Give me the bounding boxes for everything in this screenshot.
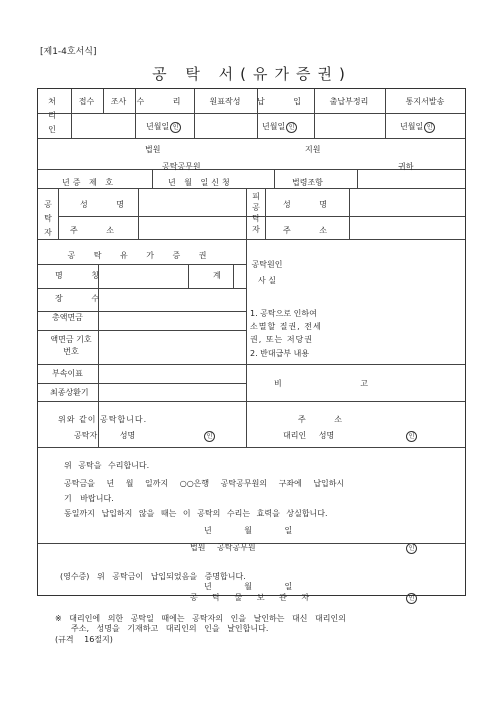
accept-officer-seal xyxy=(405,543,417,554)
receipt-custodian: 공 탁 물 보 관 자 xyxy=(190,593,316,602)
securities-total-label: 계 xyxy=(213,271,221,280)
application-year: 년증 제 호 xyxy=(62,178,116,187)
footnote-line-1: ※ 대리인에 의한 공탁일 때에는 공탁자의 인을 날인하는 대신 대리인의 xyxy=(55,614,346,623)
application-law: 법령조항 xyxy=(292,178,323,187)
agent-sign-label: 대리인 성명 xyxy=(283,431,335,440)
securities-face-sign-label: 액면금 기호번호 xyxy=(50,335,92,356)
officer-label: 공탁공무원 xyxy=(162,162,201,171)
cause-note-1: 1. 공탁으로 인하여 xyxy=(250,309,317,318)
receipt-date: 년 월 일 xyxy=(204,582,293,591)
process-col-ledger: 출납부정리 xyxy=(329,97,369,106)
depositor-address-label: 주 소 xyxy=(70,226,127,235)
process-col-record: 원표작성 xyxy=(209,97,241,106)
accept-line-1: 위 공탁을 수리합니다. xyxy=(64,461,150,470)
declare-address-label: 주 소 xyxy=(298,415,355,424)
seal-icon: 인 xyxy=(204,431,215,442)
depositor-sign-label: 공탁자 성명 xyxy=(74,431,136,440)
depositee-name-label: 성 명 xyxy=(283,200,340,209)
accept-line-2: 공탁금을 년 월 일까지 ○○은행 공탁공무원의 구좌에 납입하시 xyxy=(64,479,345,488)
declare-text: 위와 같이 공탁합니다. xyxy=(58,415,148,424)
securities-coupon-label: 부속이표 xyxy=(52,369,83,378)
seal-icon: 인 xyxy=(170,122,181,133)
securities-qty-label: 장 수 xyxy=(55,294,112,303)
process-col-receive: 접수 xyxy=(78,97,95,106)
paper-size-note: (규격 16절지) xyxy=(55,635,113,644)
depositor-name-label: 성 명 xyxy=(80,200,137,209)
seal-icon: 인 xyxy=(406,593,417,604)
process-col-review: 조사 xyxy=(110,97,127,106)
cause-label: 공탁원인 사 실 xyxy=(251,260,283,285)
honorific-label: 귀하 xyxy=(398,162,414,171)
form-number: [제1-4호서식] xyxy=(40,47,97,57)
seal-icon: 인 xyxy=(424,122,435,133)
securities-face-total-label: 총액면금 xyxy=(52,313,83,322)
payment-date-seal: 년월일 인 xyxy=(262,122,297,133)
depositor-label: 공탁자 xyxy=(44,200,52,237)
remarks-label: 비 고 xyxy=(274,379,406,388)
agent-seal xyxy=(405,431,417,442)
depositor-seal xyxy=(203,431,215,442)
form-title: 공 탁 서(유가증권) xyxy=(152,65,352,83)
application-date: 년 월 일신청 xyxy=(168,178,233,187)
accept-date-seal: 년월일 인 xyxy=(146,122,181,133)
accept-date: 년 월 일 xyxy=(204,526,293,535)
depositee-label: 피공탁자 xyxy=(252,192,260,234)
securities-redemption-label: 최종상환기 xyxy=(50,388,89,397)
court-label: 법원 xyxy=(145,145,161,154)
notice-date-seal: 년월일 인 xyxy=(400,122,435,133)
process-col-payment: 납 입 xyxy=(257,97,314,106)
branch-label: 지원 xyxy=(305,145,321,154)
footnote-line-2: 주소, 성명을 기재하고 대리인의 인을 날인합니다. xyxy=(71,624,269,633)
seal-icon: 인 xyxy=(406,431,417,442)
process-label: 처리인 xyxy=(48,97,56,134)
cause-note-3: 권, 또는 저당권 xyxy=(250,335,313,344)
process-col-accept: 수 리 xyxy=(136,97,194,106)
accept-line-3: 기 바랍니다. xyxy=(64,494,114,503)
securities-header: 공 탁 유 가 증 권 xyxy=(67,251,215,260)
accept-officer: 법원 공탁공무원 xyxy=(190,543,256,552)
process-col-notice: 통지서발송 xyxy=(405,97,445,106)
receipt-seal xyxy=(405,593,417,604)
depositee-address-label: 주 소 xyxy=(283,226,340,235)
seal-icon: 인 xyxy=(286,122,297,133)
securities-name-label: 명 칭 xyxy=(55,271,112,280)
seal-icon: 인 xyxy=(406,543,417,554)
cause-note-2: 소멸할 질권, 전세 xyxy=(250,322,322,331)
accept-line-4: 동일까지 납입하지 않을 때는 이 공탁의 수리는 효력을 상실합니다. xyxy=(64,509,328,518)
cause-note-4: 2. 반대급부 내용 xyxy=(250,349,310,358)
receipt-line: (영수증) 위 공탁금이 납입되었음을 증명합니다. xyxy=(60,572,246,581)
